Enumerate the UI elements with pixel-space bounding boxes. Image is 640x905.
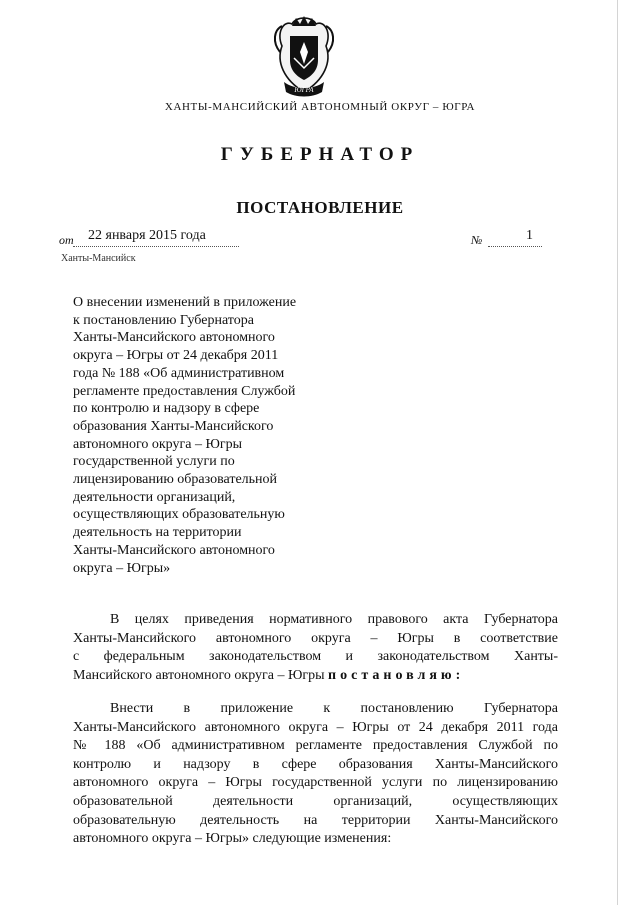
date-prefix-label: от	[59, 233, 74, 247]
region-name: ХАНТЫ-МАНСИЙСКИЙ АВТОНОМНЫЙ ОКРУГ – ЮГРА	[164, 101, 476, 113]
main-line: автономного округа – Югры государственной услуги по лицензированию	[73, 775, 558, 791]
preamble-last-line	[73, 667, 558, 686]
subject-line: регламенте предоставления Службой	[73, 383, 296, 399]
subject-line: деятельность на территории	[73, 525, 242, 541]
decree-colon: :	[455, 667, 465, 683]
subject-line: образования Ханты-Мансийского	[73, 418, 274, 434]
document-number: 1	[526, 228, 533, 243]
main-line: образовательную деятельность на территории Ханты-Мансийского	[73, 812, 558, 828]
crest-ribbon-text: ЮГРА	[294, 86, 314, 94]
subject-line: осуществляющих образовательную	[73, 507, 285, 523]
subject-block	[73, 294, 338, 577]
subject-line: Ханты-Мансийского автономного	[73, 542, 275, 558]
document-date: 22 января 2015 года	[88, 228, 206, 243]
subject-line: деятельности организаций,	[73, 489, 236, 505]
document-type-title: ПОСТАНОВЛЕНИЕ	[236, 198, 404, 217]
main-line: контролю и надзору в сфере образования Ханты-Мансийского	[73, 756, 558, 772]
main-line: Ханты-Мансийского автономного округа – Югры от 24 декабря 2011 года	[73, 719, 558, 735]
subject-line: к постановлению Губернатора	[73, 312, 254, 328]
subject-line: года № 188 «Об административном	[73, 365, 285, 381]
subject-line: государственной услуги по	[73, 454, 235, 470]
city-name: Ханты-Мансийск	[61, 253, 136, 264]
preamble-line: В целях приведения нормативного правового акта Губернатора	[110, 612, 558, 627]
subject-line: округа – Югры от 24 декабря 2011	[73, 348, 279, 364]
number-underline	[488, 246, 542, 247]
main-last-line: автономного округа – Югры» следующие изменения:	[73, 831, 392, 847]
main-line: № 188 «Об административном регламенте предоставления Службой по	[73, 738, 558, 754]
preamble-line: с федеральным законодательством и законодательством Ханты-	[73, 649, 558, 665]
subject-line: лицензированию образовательной	[73, 472, 278, 488]
subject-line: округа – Югры»	[73, 560, 171, 576]
subject-line: автономного округа – Югры	[73, 436, 242, 452]
decree-keyword: постановляю	[328, 667, 456, 683]
subject-line: Ханты-Мансийского автономного	[73, 330, 275, 346]
main-line: образовательной деятельности организаций, осуществляющих	[73, 793, 558, 809]
preamble-line-text: Мансийского автономного округа – Югры	[73, 667, 325, 683]
governor-title: ГУБЕРНАТОР	[220, 144, 420, 165]
subject-line: О внесении изменений в приложение	[73, 295, 297, 310]
preamble-paragraph	[73, 611, 558, 685]
date-underline	[73, 246, 239, 247]
number-label: №	[471, 233, 483, 247]
main-paragraph	[73, 700, 558, 849]
preamble-line: Ханты-Мансийского автономного округа – Югры в соответствие	[73, 630, 558, 646]
main-line: Внести в приложение к постановлению Губернатора	[110, 701, 558, 716]
coat-of-arms-emblem	[270, 12, 338, 100]
subject-line: по контролю и надзору в сфере	[73, 401, 260, 417]
scan-edge-line	[617, 0, 618, 905]
